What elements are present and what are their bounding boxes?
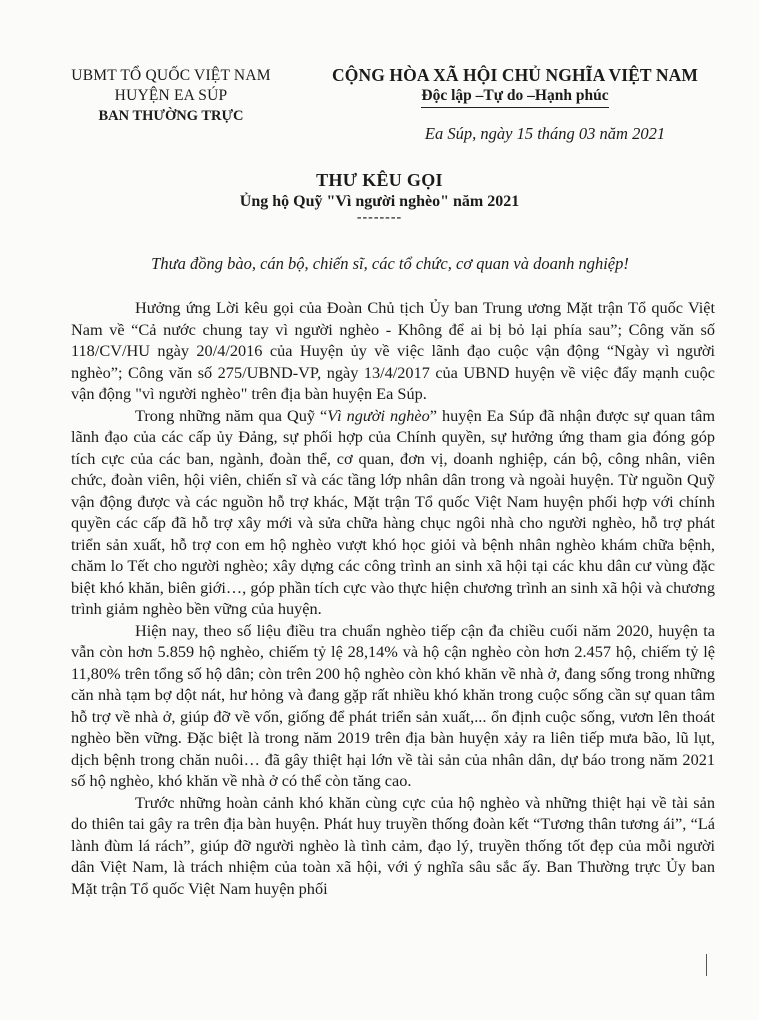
paragraph-2	[71, 405, 715, 620]
issuing-organization	[40, 66, 302, 126]
margin-mark	[706, 954, 707, 976]
org-name: UBMT TỔ QUỐC VIỆT NAM	[71, 67, 271, 84]
document-subtitle: Ủng hộ Quỹ "Vì người nghèo" năm 2021	[239, 193, 520, 210]
paragraph-2-start: Trong những năm qua Quỹ “	[135, 405, 328, 425]
paragraph-1: Hưởng ứng Lời kêu gọi của Đoàn Chủ tịch Ủy ban Trung ương Mặt trận Tổ quốc Việt Nam về “Cả nước chung tay vì người nghèo - Không để ai bị bỏ lại phía sau”; Công văn số 118/CV/HU ngày 20/4/2016 của Huyện ủy về việc lãnh đạo cuộc vận động “Ngày vì người nghèo”; Công văn số 275/UBND-VP, ngày 13/4/2017 của UBND huyện về việc đẩy mạnh cuộc vận động "vì người nghèo" trên địa bàn huyện Ea Súp.	[71, 298, 715, 403]
greeting: Thưa đồng bào, cán bộ, chiến sĩ, các tổ chức, cơ quan và doanh nghiệp!	[151, 254, 629, 273]
national-heading	[300, 64, 730, 108]
letter-body	[71, 297, 715, 899]
document-title: THƯ KÊU GỌI	[316, 170, 443, 190]
dateline: Ea Súp, ngày 15 tháng 03 năm 2021	[424, 124, 666, 143]
title-block	[0, 168, 759, 224]
paragraph-3: Hiện nay, theo số liệu điều tra chuẩn nghèo tiếp cận đa chiều cuối năm 2020, huyện ta vẫn còn hơn 5.859 hộ nghèo, chiếm tỷ lệ 28,14% và hộ cận nghèo còn hơn 2.457 hộ, chiếm tỷ lệ 11,80% trên tổng số hộ dân; còn trên 200 hộ nghèo còn khó khăn về nhà ở, đang sống trong những căn nhà tạm bợ dột nát, hư hỏng và đang gặp rất nhiều khó khăn trong cuộc sống cần sự quan tâm hỗ trợ về nhà ở, giúp đỡ về vốn, giống để phát triển sản xuất,... ổn định cuộc sống, vươn lên thoát nghèo bền vững. Đặc biệt là trong năm 2019 trên địa bàn huyện xảy ra liên tiếp mưa bão, lũ lụt, dịch bệnh trong chăn nuôi… đã gây thiệt hại lớn về tài sản của nhân dân, dự báo trong năm 2021 số hộ nghèo, khó khăn về nhà ở có thể còn tăng cao.	[71, 620, 715, 790]
org-district: HUYỆN EA SÚP	[114, 87, 228, 104]
nation-name: CỘNG HÒA XÃ HỘI CHỦ NGHĨA VIỆT NAM	[332, 65, 698, 85]
title-divider: --------	[356, 210, 403, 225]
fund-name-italic: Vì người nghèo	[327, 405, 430, 425]
paragraph-2-rest: ” huyện Ea Súp đã nhận được sự quan tâm lãnh đạo của các cấp ủy Đảng, sự phối hợp của Chính quyền, sự hưởng ứng tham gia đóng góp tích cực của các ban, ngành, đoàn thể, cơ quan, đơn vị, doanh nghiệp, cán bộ, công nhân, viên chức, đoàn viên, hội viên, chiến sĩ và các tầng lớp nhân dân trong và ngoài huyện. Từ nguồn Quỹ vận động được và các nguồn hỗ trợ khác, Mặt trận Tổ quốc Việt Nam huyện phối hợp với chính quyền các cấp đã hỗ trợ xây mới và sửa chữa hàng chục ngôi nhà cho người nghèo, hỗ trợ phát triển sản xuất, hỗ trợ con em hộ nghèo vượt khó học giỏi và bệnh nhân nghèo khám chữa bệnh, chăm lo Tết cho người nghèo; xây dựng các công trình an sinh xã hội tại các khu dân cư vùng đặc biệt khó khăn, biên giới…, góp phần tích cực vào thực hiện chương trình an sinh xã hội và chương trình giảm nghèo bền vững của huyện.	[71, 405, 715, 618]
national-motto: Độc lập –Tự do –Hạnh phúc	[421, 86, 608, 108]
org-department: BAN THƯỜNG TRỰC	[98, 108, 244, 124]
paragraph-4: Trước những hoàn cảnh khó khăn cùng cực của hộ nghèo và những thiệt hại về tài sản do thiên tai gây ra trên địa bàn huyện. Phát huy truyền thống đoàn kết “Tương thân tương ái”, “Lá lành đùm lá rách”, giúp đỡ người nghèo là tình cảm, đạo lý, truyền thống tốt đẹp của mỗi người dân Việt Nam, là trách nhiệm của toàn xã hội, với ý nghĩa sâu sắc ấy. Ban Thường trực Ủy ban Mặt trận Tổ quốc Việt Nam huyện phối	[71, 792, 715, 898]
